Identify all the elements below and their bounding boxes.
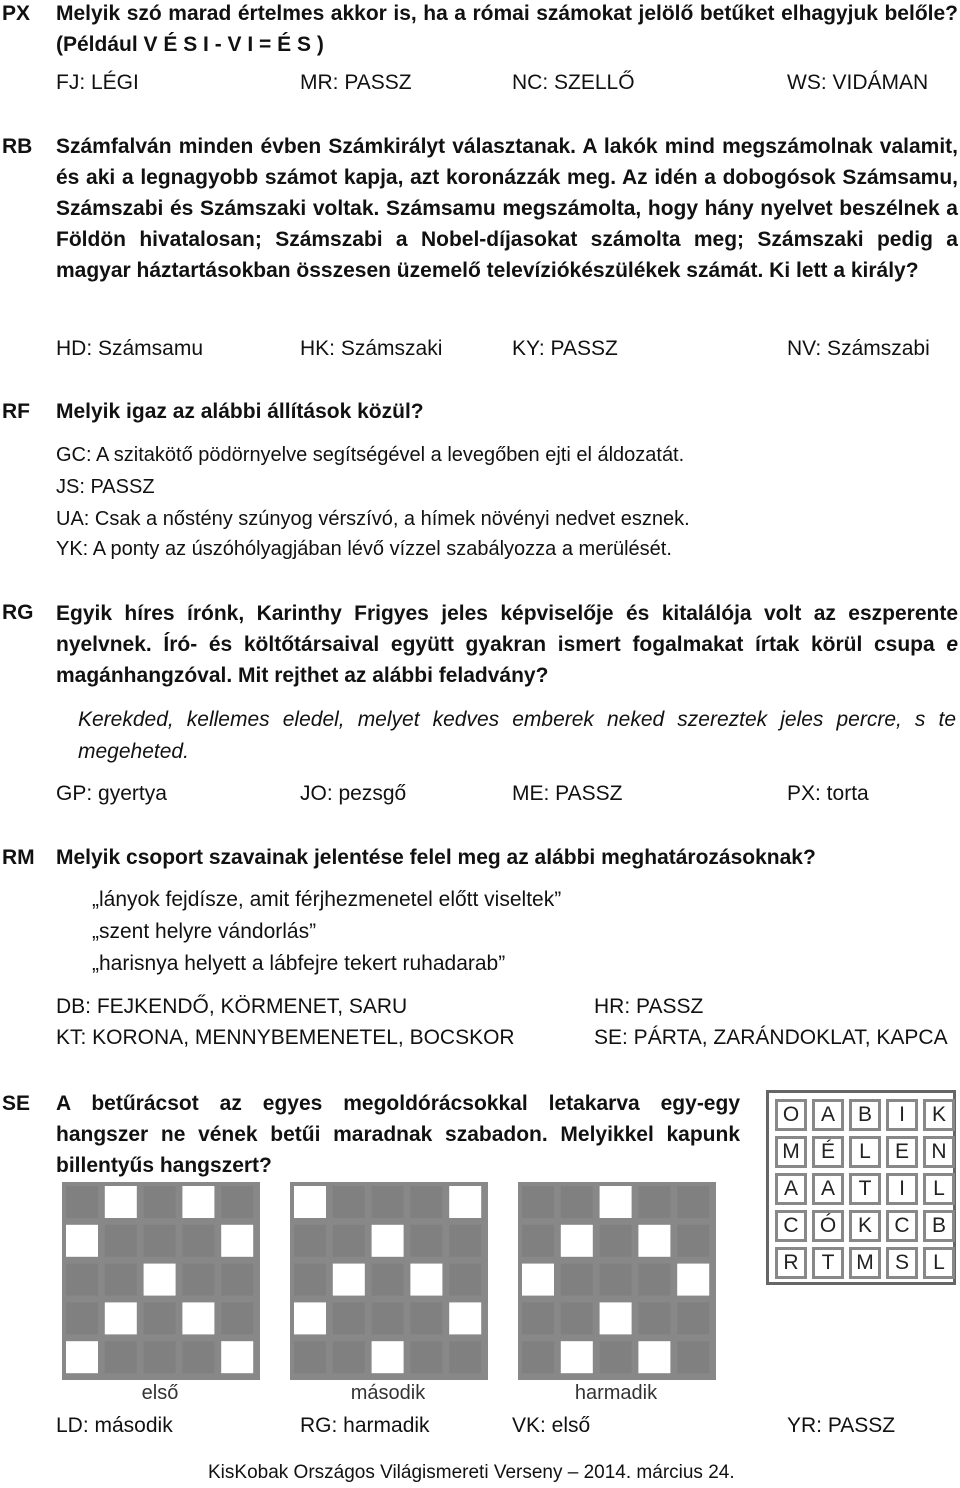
definition-3: „harisnya helyett a lábfejre tekert ruhadarab” [92,952,506,975]
mask-open-cell [372,1341,404,1373]
mask-closed-cell [522,1302,554,1334]
mask-open-cell [638,1225,670,1257]
mask-grid-3 [518,1182,716,1380]
grid-letter-cell: N [923,1136,955,1168]
riddle-text: Kerekded, kellemes eledel, melyet kedves emberek neked szereztek jeles percre, s te megeheted. [78,708,956,763]
question-text-rm: Melyik csoport szavainak jelentése felel meg az alábbi meghatározásoknak? [56,846,816,869]
options-se [56,1414,956,1442]
option-rb-1[interactable]: HD: Számsamu [56,337,204,360]
mask-closed-cell [333,1225,365,1257]
option-rb-2[interactable]: HK: Számszaki [300,337,443,360]
mask-closed-cell [410,1302,442,1334]
mask-open-cell [410,1264,442,1296]
mask-label-3: harmadik [574,1382,658,1404]
mask-open-cell [144,1264,176,1296]
mask-grid-2 [290,1182,488,1380]
mask-closed-cell [449,1341,481,1373]
mask-open-cell [449,1302,481,1334]
option-rm-3[interactable]: KT: KORONA, MENNYBEMENETEL, BOCSKOR [56,1026,515,1049]
mask-open-cell [182,1186,214,1218]
question-text-rf: Melyik igaz az alábbi állítások közül? [56,400,424,423]
grid-letter-cell: M [775,1136,807,1168]
grid-letter-cell: T [812,1247,844,1279]
option-rg-3[interactable]: ME: PASSZ [512,782,623,805]
question-code-px: PX [2,2,31,25]
letter-grid [766,1090,956,1285]
mask-open-cell [600,1302,632,1334]
mask-closed-cell [144,1341,176,1373]
option-rb-3[interactable]: KY: PASSZ [512,337,618,360]
question-code-rf: RF [2,400,30,423]
question-text-px: Melyik szó marad értelmes akkor is, ha a római számokat jelölő betűket elhagyjuk belőle? (Például V É S I - V I = É S ) [56,2,958,56]
grid-letter-cell: A [812,1173,844,1205]
mask-open-cell [449,1186,481,1218]
grid-letter-cell: O [775,1099,807,1131]
mask-closed-cell [410,1341,442,1373]
grid-letter-cell: Ó [812,1210,844,1242]
mask-closed-cell [294,1225,326,1257]
mask-closed-cell [600,1264,632,1296]
mask-closed-cell [66,1302,98,1334]
mask-closed-cell [522,1186,554,1218]
mask-closed-cell [372,1302,404,1334]
question-text-se: A betűrácsot az egyes megoldórácsokkal letakarva egy-egy hangszer ne vének betűi maradnak szabadon. Melyikkel kapunk billentyűs hangszert? [56,1092,740,1177]
definition-2: „szent helyre vándorlás” [92,920,317,943]
grid-letter-cell: K [923,1099,955,1131]
mask-closed-cell [221,1302,253,1334]
grid-letter-cell: R [775,1247,807,1279]
question-text-rb: Számfalván minden évben Számkirályt választanak. A lakók mind megszámolnak valamit, és aki a legnagyobb számot kapja, azt koronázzák meg. Az idén a dobogósok Számsamu, Számszabi és Számszaki voltak. Számsamu megszámolta, hogy hány nyelvet beszélnek a Földön hivatalosan; Számszabi a Nobel-díjasokat számolta meg; Számszaki pedig a magyar háztartásokban összesen üzemelő televíziókészülékek számát. Ki lett a király? [56,135,958,282]
mask-closed-cell [221,1186,253,1218]
question-text-rg-e: e [946,633,958,656]
options-rm-row1 [56,995,956,1023]
grid-letter-cell: L [923,1247,955,1279]
mask-open-cell [333,1264,365,1296]
mask-closed-cell [372,1264,404,1296]
options-rm-row2 [56,1026,956,1054]
grid-letter-cell: B [849,1099,881,1131]
mask-closed-cell [522,1225,554,1257]
mask-open-cell [294,1302,326,1334]
mask-closed-cell [66,1186,98,1218]
mask-closed-cell [105,1225,137,1257]
option-se-2[interactable]: RG: harmadik [300,1414,430,1437]
mask-closed-cell [677,1341,709,1373]
mask-closed-cell [294,1264,326,1296]
option-rg-2[interactable]: JO: pezsgő [300,782,407,805]
options-px [56,71,956,99]
mask-open-cell [372,1225,404,1257]
question-text-rg-b: magánhangzóval. Mit rejthet az alábbi feladvány? [56,664,549,687]
option-rf-3[interactable]: UA: Csak a nőstény szúnyog vérszívó, a hímek növényi nedvet esznek. [56,508,690,530]
mask-closed-cell [638,1302,670,1334]
grid-letter-cell: L [849,1136,881,1168]
mask-open-cell [105,1302,137,1334]
mask-closed-cell [600,1225,632,1257]
option-se-4[interactable]: YR: PASSZ [787,1414,896,1437]
grid-letter-cell: S [886,1247,918,1279]
option-px-2[interactable]: MR: PASSZ [300,71,412,94]
mask-closed-cell [182,1341,214,1373]
mask-closed-cell [105,1341,137,1373]
question-text-rg-a: Egyik híres írónk, Karinthy Frigyes jeles képviselője és kitalálója volt az eszperente nyelvnek. Író- és költőtársaival együtt gyakran ismert fogalmakat írtak körül csupa [56,602,958,656]
mask-grid-1 [62,1182,260,1380]
mask-closed-cell [449,1264,481,1296]
question-code-rm: RM [2,846,35,869]
question-text-rg [56,598,958,691]
grid-letter-cell: A [812,1099,844,1131]
option-px-3[interactable]: NC: SZELLŐ [512,71,635,94]
mask-closed-cell [677,1186,709,1218]
option-rb-4[interactable]: NV: Számszabi [787,337,930,360]
option-rf-2[interactable]: JS: PASSZ [56,476,155,498]
option-rf-4[interactable]: YK: A ponty az úszóhólyagjában lévő vízzel szabályozza a merülését. [56,538,672,560]
mask-open-cell [561,1341,593,1373]
mask-closed-cell [294,1341,326,1373]
mask-closed-cell [561,1186,593,1218]
options-rg [56,782,956,810]
mask-closed-cell [677,1225,709,1257]
option-se-3[interactable]: VK: első [512,1414,591,1437]
mask-open-cell [105,1186,137,1218]
mask-open-cell [66,1225,98,1257]
mask-open-cell [294,1186,326,1218]
option-px-4[interactable]: WS: VIDÁMAN [787,71,929,94]
option-se-1[interactable]: LD: második [56,1414,173,1437]
mask-open-cell [221,1225,253,1257]
option-rg-4[interactable]: PX: torta [787,782,869,805]
grid-letter-cell: C [775,1210,807,1242]
mask-closed-cell [66,1264,98,1296]
mask-open-cell [638,1341,670,1373]
grid-letter-cell: B [923,1210,955,1242]
mask-closed-cell [410,1186,442,1218]
question-code-rb: RB [2,135,33,158]
option-rm-1[interactable]: DB: FEJKENDŐ, KÖRMENET, SARU [56,995,408,1018]
mask-closed-cell [182,1264,214,1296]
mask-label-1: első [141,1382,179,1404]
mask-closed-cell [105,1264,137,1296]
mask-open-cell [677,1264,709,1296]
mask-closed-cell [600,1341,632,1373]
mask-open-cell [66,1341,98,1373]
mask-open-cell [221,1341,253,1373]
grid-letter-cell: I [886,1099,918,1131]
mask-closed-cell [144,1225,176,1257]
options-rb [56,337,956,365]
option-rg-1[interactable]: GP: gyertya [56,782,167,805]
grid-letter-cell: T [849,1173,881,1205]
mask-closed-cell [333,1186,365,1218]
mask-open-cell [182,1302,214,1334]
mask-closed-cell [182,1225,214,1257]
mask-open-cell [600,1186,632,1218]
grid-letter-cell: K [849,1210,881,1242]
option-px-1[interactable]: FJ: LÉGI [56,71,139,94]
grid-letter-cell: C [886,1210,918,1242]
mask-closed-cell [333,1341,365,1373]
mask-closed-cell [410,1225,442,1257]
grid-letter-cell: L [923,1173,955,1205]
mask-open-cell [522,1264,554,1296]
grid-letter-cell: A [775,1173,807,1205]
option-rf-1[interactable]: GC: A szitakötő pödörnyelve segítségével a levegőben ejti el áldozatát. [56,444,685,466]
mask-closed-cell [333,1302,365,1334]
mask-closed-cell [638,1186,670,1218]
question-code-rg: RG [2,601,34,624]
mask-closed-cell [221,1264,253,1296]
mask-closed-cell [522,1341,554,1373]
grid-letter-cell: É [812,1136,844,1168]
mask-closed-cell [372,1186,404,1218]
option-rm-2[interactable]: HR: PASSZ [594,995,704,1018]
grid-letter-cell: I [886,1173,918,1205]
grid-letter-cell: M [849,1247,881,1279]
footer: KisKobak Országos Világismereti Verseny – 2014. március 24. [208,1462,735,1483]
mask-closed-cell [449,1225,481,1257]
mask-closed-cell [638,1264,670,1296]
mask-closed-cell [561,1302,593,1334]
mask-closed-cell [144,1186,176,1218]
definition-1: „lányok fejdísze, amit férjhezmenetel előtt viseltek” [92,888,562,911]
question-code-se: SE [2,1092,31,1115]
option-rm-4[interactable]: SE: PÁRTA, ZARÁNDOKLAT, KAPCA [594,1026,948,1049]
mask-open-cell [561,1225,593,1257]
mask-label-2: második [350,1382,426,1404]
mask-closed-cell [144,1302,176,1334]
mask-closed-cell [677,1302,709,1334]
grid-letter-cell: E [886,1136,918,1168]
mask-closed-cell [561,1264,593,1296]
